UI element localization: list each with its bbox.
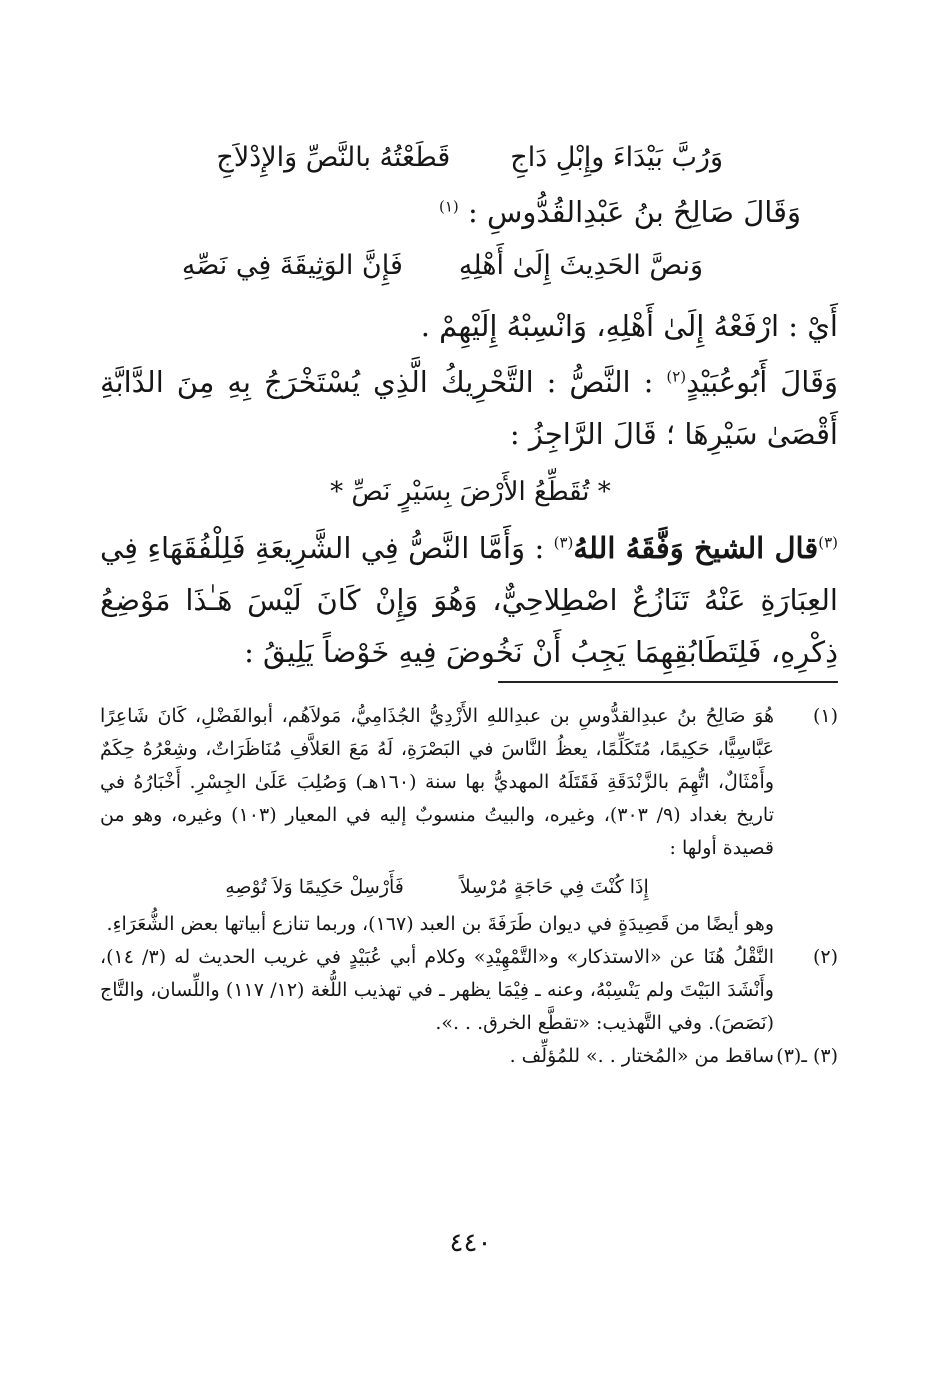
footnote-1-verse-first: إِذَا كُنْتَ فِي حَاجَةٍ مُرْسِلاً [459,876,649,898]
footnote-1-number: (١) [812,705,838,727]
footnote-1-verse-second: فَأَرْسِلْ حَكِيمًا وَلاَ تُوْصِهِ [225,876,404,898]
footnote-ref-2[interactable]: (٢) [666,367,687,386]
footnote-3-text: ساقط من «المُختار . .» للمُؤلِّف . [509,1045,774,1067]
rajaz-verse: * تُقَطِّعُ الأَرْضَ بِسَيْرٍ نَصِّ * [330,477,611,507]
footnote-1-verse [100,871,774,904]
paragraph-1-lead: وَقَالَ أَبُوعُبَيْدٍ [686,365,838,399]
footnote-2 [100,941,838,1040]
footnote-3-number: (٣) ـ(٣) [776,1045,838,1067]
quote-intro-text: وَقَالَ صَالِحُ بنُ عَبْدِالقُدُّوسِ : [467,195,801,229]
footnote-ref-1[interactable]: (١) [438,197,459,216]
verse-1-second-hemistich: قَطَعْتُهُ بالنَّصِّ وَالإِدْلاَجِ [216,142,451,173]
footnote-1-text: هُوَ صَالِحُ بنُ عبدِالقدُّوسِ بن عبدِاللهِ الأَزْدِيُّ الجُذَامِيُّ، مَولاَهُم، أبوالفَضْلِ، كَانَ شَاعِرًا عَبَّاسِيًّا، حَكِيمًا، مُتَكَلِّمًا، يعظُ النَّاسَ في البَصْرَةِ، لَهُ مَعَ العَلاَّفِ مُنَاظَرَاتٌ، وشِعْرُهُ حِكَمٌ وأَمْثَالٌ، اتُّهِمَ بالزَّنْدَقَةِ فَقَتَلَهُ المهديُّ بها سنة (١٦٠هـ) وَصُلِبَ عَلَىٰ الجِسْرِ. أَخْبَارُهُ في تاريخ بغداد (٩/ ٣٠٣)، وغيره، والبيتُ منسوبٌ إليه في المعيار (١٠٣) وغيره، وهو من قصيدة أولها : [100,705,774,859]
footnote-separator [498,681,838,683]
quote-intro-line [439,192,801,232]
paragraph-abu-ubayd [100,356,838,460]
verse-2-first-hemistich: وَنصَّ الحَدِيثَ إِلَىٰ أَهْلِهِ [458,250,703,281]
footnote-1-after: وهو أيضًا من قَصِيدَةٍ في ديوان طَرَفَةَ بن العبد (١٦٧)، وربما تنازع أبياتها بعض الشُّعَرَاءِ. [106,913,774,935]
verse-2-second-hemistich: فَإِنَّ الوَثِيقَةَ فِي نَصِّهِ [181,250,403,281]
page-number: ٤٤٠ [449,1228,492,1258]
paragraph-1-body: : النَّصُّ : التَّحْرِيكُ الَّذِي يُسْتَخْرَجُ بِهِ مِنَ الدَّابَّةِ أَقْصَىٰ سَيْرِهَا ؛ قَالَ الرَّاجِزُ : [100,365,838,451]
footnotes-section [100,700,838,1073]
verse-1-first-hemistich: وَرُبَّ بَيْدَاءَ وإِبْلِ دَاجِ [510,142,723,173]
footnote-ref-3-open[interactable]: (٣) [818,533,839,552]
footnote-1 [100,700,838,941]
footnote-2-number: (٢) [812,946,838,968]
footnote-ref-3-close[interactable]: (٣) [553,533,574,552]
poem-verse-1 [216,138,723,178]
paragraph-sheikh [100,522,838,678]
footnote-3 [100,1040,838,1073]
paragraph-2-bold-lead: قال الشيخ وَفَّقَهُ اللهُ [573,531,819,565]
footnote-2-text: النَّقْلُ هُنَا عن «الاستذكار» و«التَّمْهِيْدِ» وكلام أبي عُبَيْدٍ في غريب الحديث له (٣/ ١٤)، وأَنْشَدَ البَيْتَ ولم يَنْسِبْهُ، وعنه ـ فِيْمَا يظهر ـ في تهذيب اللُّغة (١٢/ ١١٧) واللِّسان، والتَّاج (نَصَصَ). وفي التَّهذيب: «تقطَّع الخرق. . .». [100,946,774,1034]
poem-verse-2 [182,246,703,286]
paragraph-2-body: : وَأَمَّا النَّصُّ فِي الشَّرِيعَةِ فَلِلْفُقَهَاءِ فِي العِبَارَةِ عَنْهُ تَنَازُعٌ اصْطِلاحِيٌّ، وَهُوَ وَإِنْ كَانَ لَيْسَ هَـٰذَا مَوْضِعُ ذِكْرِهِ، فَلِتَطَابُقِهِمَا يَجِبُ أَنْ نَخُوضَ فِيهِ خَوْضاً يَلِيقُ : [100,531,838,669]
verse-gloss: أَيْ : ارْفَعْهُ إِلَىٰ أَهْلِهِ، وَانْسِبْهُ إِلَيْهِمْ . [420,309,838,343]
